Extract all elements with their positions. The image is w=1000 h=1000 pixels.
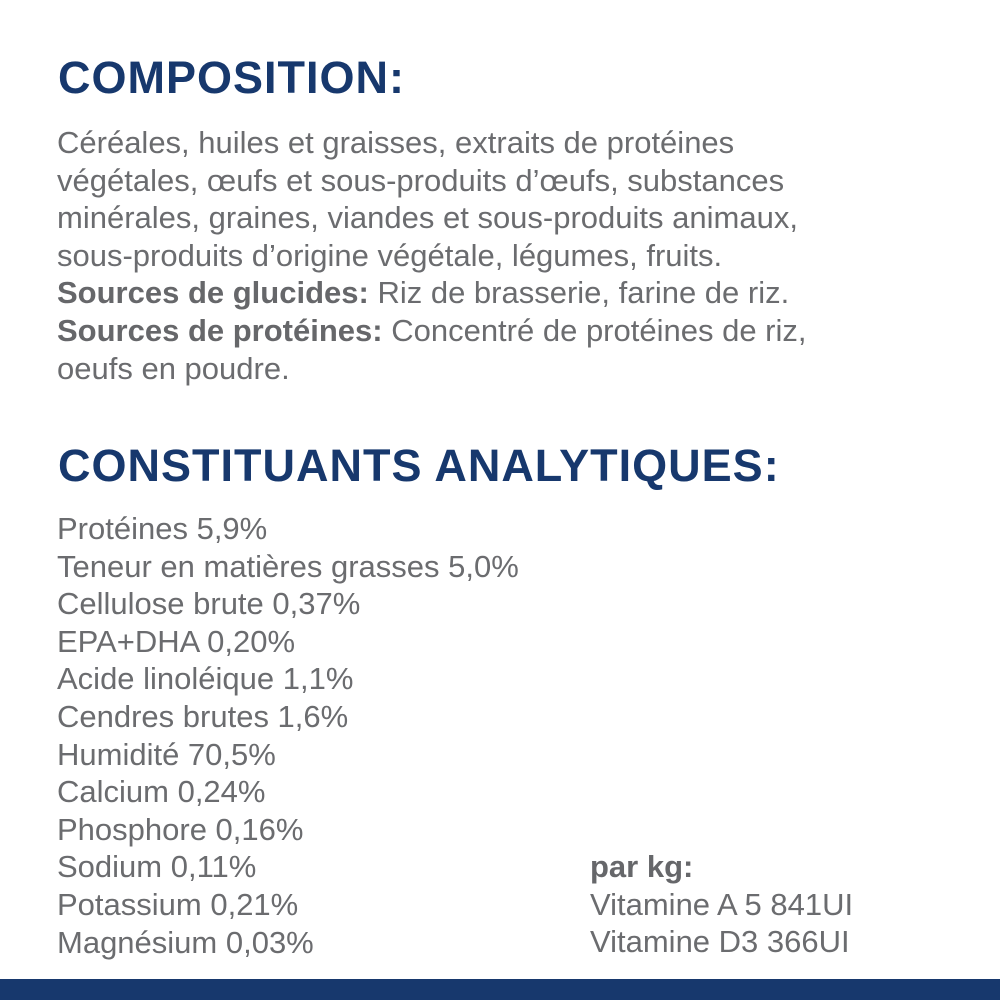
analytical-constituents-list bbox=[57, 510, 519, 961]
vitamine-d3-line: Vitamine D3 366UI bbox=[590, 924, 850, 960]
composition-text-line: Céréales, huiles et graisses, extraits de protéines bbox=[57, 125, 735, 160]
sources-proteines-line bbox=[57, 312, 807, 350]
composition-text-line: sous-produits d’origine végétale, légumes, fruits. bbox=[57, 237, 723, 273]
sources-glucides-label: Sources de glucides: bbox=[57, 275, 369, 311]
analytical-item-calcium: Calcium 0,24% bbox=[57, 774, 266, 810]
sources-proteines-text: Concentré de protéines de riz, bbox=[382, 312, 807, 348]
footer-bar bbox=[0, 979, 1000, 1000]
composition-body bbox=[57, 124, 807, 387]
analytical-item-cellulose: Cellulose brute 0,37% bbox=[57, 586, 361, 622]
vitamine-a-line: Vitamine A 5 841UI bbox=[590, 886, 854, 922]
sources-proteines-label: Sources de protéines: bbox=[57, 312, 383, 348]
analytical-constituents-heading: CONSTITUANTS ANALYTIQUES: bbox=[58, 440, 780, 491]
composition-text-line: minérales, graines, viandes et sous-produits animaux, bbox=[57, 200, 798, 236]
per-kg-label: par kg: bbox=[590, 849, 694, 884]
analytical-item-proteines: Protéines 5,9% bbox=[57, 511, 268, 546]
sources-glucides-text: Riz de brasserie, farine de riz. bbox=[368, 275, 790, 311]
analytical-item-humidite: Humidité 70,5% bbox=[57, 736, 276, 772]
analytical-item-cendres: Cendres brutes 1,6% bbox=[57, 698, 349, 734]
analytical-item-epa-dha: EPA+DHA 0,20% bbox=[57, 623, 296, 659]
per-kg-block bbox=[590, 848, 853, 961]
analytical-item-potassium: Potassium 0,21% bbox=[57, 886, 299, 922]
analytical-item-sodium: Sodium 0,11% bbox=[57, 849, 257, 885]
analytical-item-acide-linoleique: Acide linoléique 1,1% bbox=[57, 661, 354, 697]
analytical-item-phosphore: Phosphore 0,16% bbox=[57, 811, 304, 847]
composition-text-line: végétales, œufs et sous-produits d’œufs, substances bbox=[57, 162, 785, 198]
sources-continuation-line: oeufs en poudre. bbox=[57, 350, 290, 386]
sources-glucides-line bbox=[57, 274, 807, 312]
analytical-item-magnesium: Magnésium 0,03% bbox=[57, 924, 314, 960]
composition-heading: COMPOSITION: bbox=[58, 52, 405, 103]
analytical-item-matieres-grasses: Teneur en matières grasses 5,0% bbox=[57, 548, 519, 584]
